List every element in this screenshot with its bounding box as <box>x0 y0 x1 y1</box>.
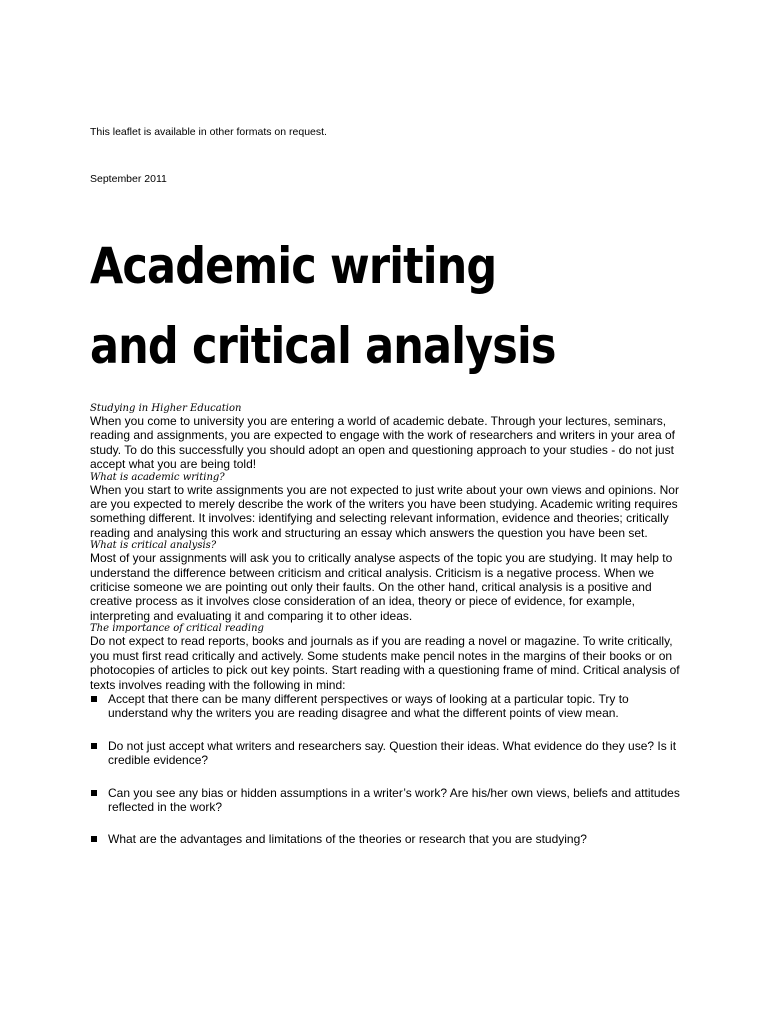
list-item <box>90 739 690 768</box>
title-line-1: Academic writing <box>90 237 497 295</box>
section-critical-analysis <box>90 540 690 623</box>
publication-date: September 2011 <box>90 173 167 185</box>
section-heading: What is critical analysis? <box>90 540 217 552</box>
list-item <box>90 832 690 846</box>
list-item-text: Do not just accept what writers and researchers say. Question their ideas. What evidence do they use? Is it credible evidence? <box>108 738 677 768</box>
section-studying-higher-education <box>90 403 690 472</box>
section-paragraph: Most of your assignments will ask you to critically analyse aspects of the topic you are studying. It may help to understand the difference between criticism and critical analysis. Criticism is a negative process. When we criticise someone we are pointing out only their faults. On the other hand, critical analysis is a positive and creative process as it involves close consideration of an idea, theory or piece of evidence, for example, interpreting and evaluating it and comparing it to other ideas. <box>90 551 673 623</box>
list-item <box>90 786 690 815</box>
square-bullet-icon <box>91 696 97 702</box>
list-item <box>90 692 690 721</box>
section-heading: The importance of critical reading <box>90 623 264 635</box>
critical-reading-list <box>90 692 690 847</box>
square-bullet-icon <box>91 790 97 796</box>
section-academic-writing <box>90 472 690 541</box>
document-title <box>90 226 658 386</box>
document-body <box>90 403 690 847</box>
title-line-2: and critical analysis <box>90 317 556 375</box>
section-paragraph: Do not expect to read reports, books and journals as if you are reading a novel or magazine. To write critically, you must first read critically and actively. Some students make pencil notes in the margins of their books or on photocopies of articles to pick out key points. Start reading with a questioning frame of mind. Critical analysis of texts involves reading with the following in mind: <box>90 634 680 692</box>
square-bullet-icon <box>91 836 97 842</box>
section-heading: What is academic writing? <box>90 471 225 483</box>
square-bullet-icon <box>91 743 97 749</box>
formats-note: This leaflet is available in other formats on request. <box>90 126 327 138</box>
section-critical-reading <box>90 623 690 692</box>
section-paragraph: When you start to write assignments you are not expected to just write about your own views and opinions. Nor are you expected to merely describe the work of the writers you have been studying. Academic writing requires something different. It involves: identifying and selecting relevant information, evidence and theories; critically reading and analysing this work and structuring an essay which answers the question you have been set. <box>90 482 679 540</box>
list-item-text: Can you see any bias or hidden assumptions in a writer’s work? Are his/her own views, beliefs and attitudes reflected in the work? <box>108 785 680 814</box>
list-item-text: What are the advantages and limitations of the theories or research that you are studying? <box>108 832 587 847</box>
section-paragraph: When you come to university you are entering a world of academic debate. Through your lectures, seminars, reading and assignments, you are expected to engage with the work of researchers and writers in your area of study. To do this successfully you should adopt an open and questioning approach to your studies - do not just accept what you are being told! <box>90 414 675 472</box>
section-heading: Studying in Higher Education <box>90 403 242 414</box>
list-item-text: Accept that there can be many different perspectives or ways of looking at a particular topic. Try to understand why the writers you are reading disagree and what the different points of view mean. <box>108 691 629 721</box>
